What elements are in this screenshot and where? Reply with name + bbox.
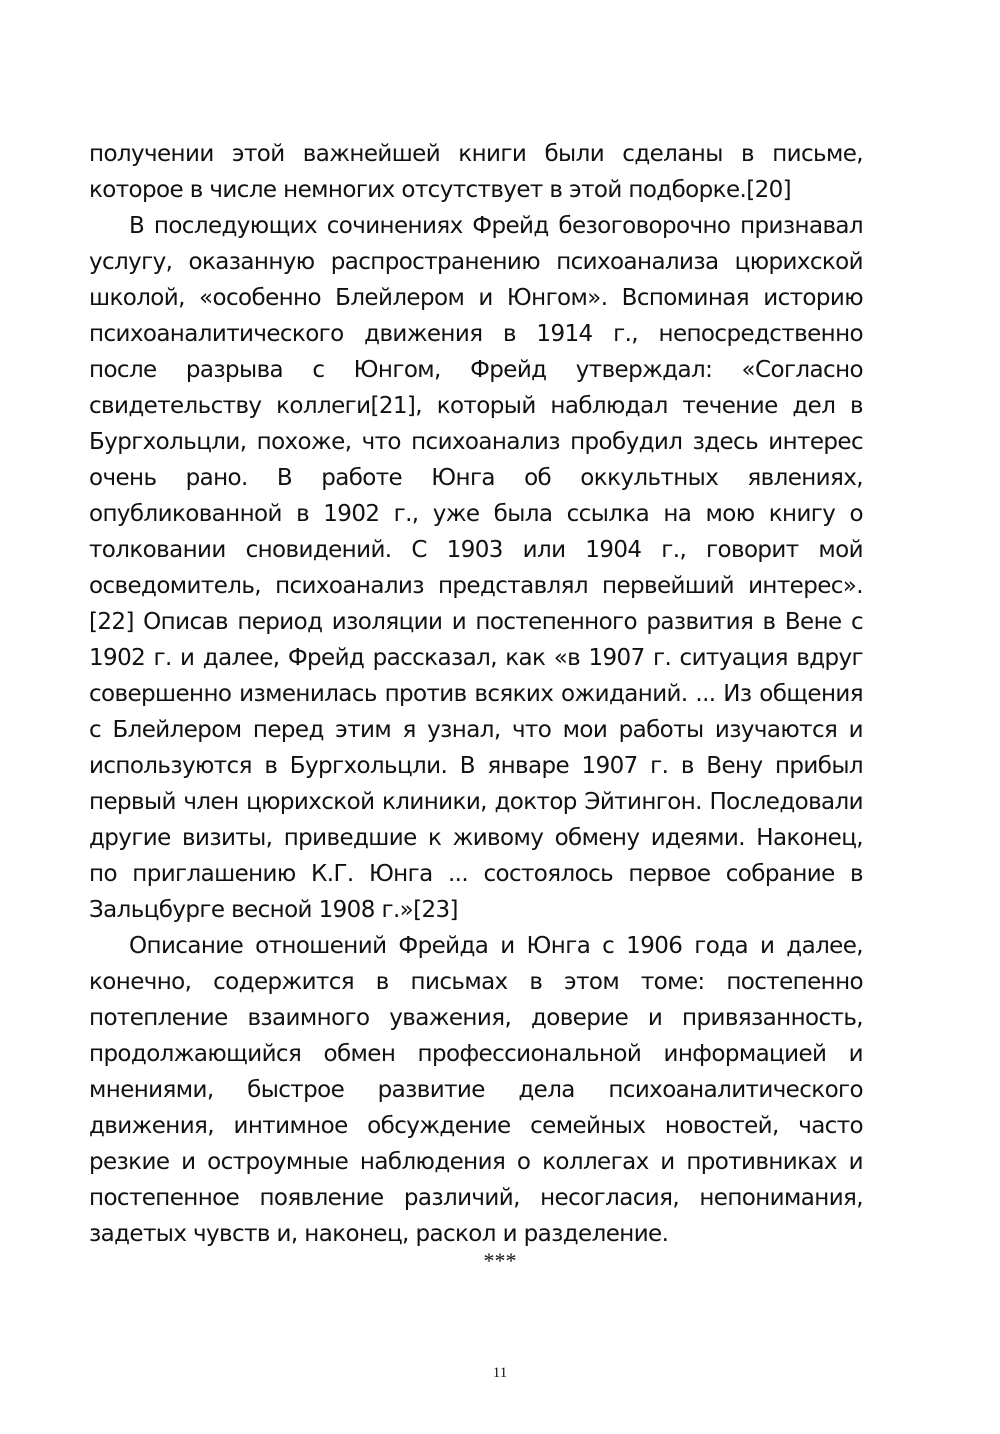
body-text [89, 136, 863, 1252]
paragraph-2: В последующих сочинениях Фрейд безоговорочно признавал услугу, оказанную распространению психоанализа цюрихской школой, «особенно Блейлером и Юнгом». Вспоминая историю психоаналитического движения в 1914 г., непосредственно после разрыва с Юнгом, Фрейд утверждал: «Согласно свидетельству коллеги[21], который наблюдал течение дел в Бургхольцли, похоже, что психоанализ пробудил здесь интерес очень рано. В работе Юнга об оккультных явлениях, опубликованной в 1902 г., уже была ссылка на мою книгу о толковании сновидений. С 1903 или 1904 г., говорит мой осведомитель, психоанализ представлял первейший интерес».[22] Описав период изоляции и постепенного развития в Вене с 1902 г. и далее, Фрейд рассказал, как «в 1907 г. ситуация вдруг совершенно изменилась против всяких ожиданий. ... Из общения с Блейлером перед этим я узнал, что мои работы изучаются и используются в Бургхольцли. В январе 1907 г. в Вену прибыл первый член цюрихской клиники, доктор Эйтингон. Последовали другие визиты, приведшие к живому обмену идеями. Наконец, по приглашению К.Г. Юнга ... состоялось первое собрание в Зальцбурге весной 1908 г.»[23] [89, 213, 863, 923]
page-number: 11 [492, 1365, 508, 1381]
paragraph-3: Описание отношений Фрейда и Юнга с 1906 года и далее, конечно, содержится в письмах в этом томе: постепенно потепление взаимного уважения, доверие и привязанность, продолжающийся обмен профессиональной информацией и мнениями, быстрое развитие дела психоаналитического движения, интимное обсуждение семейных новостей, часто резкие и остроумные наблюдения о коллегах и противниках и постепенное появление различий, несогласия, непонимания, задетых чувств и, наконец, раскол и разделение. [89, 933, 863, 1247]
paragraph-1: получении этой важнейшей книги были сделаны в письме, которое в числе немногих отсутствует в этой подборке.[20] [89, 141, 863, 203]
section-separator: *** [483, 1248, 517, 1273]
